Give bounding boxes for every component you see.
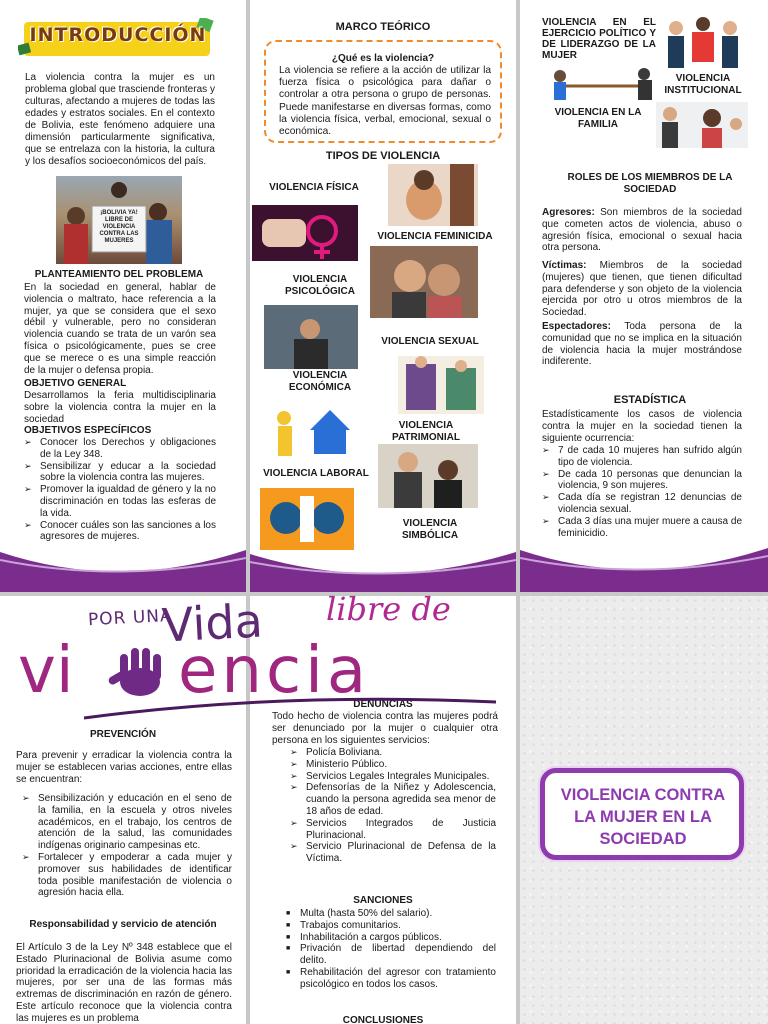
- intro-text: La violencia contra la mujer es un problema global que trasciende fronteras y culturas, afectando a mujeres de todas las edades y estratos sociales. En el contexto de Bolivia, este fenómeno adquiere una dimensión particularmente significativa, que se entrelaza con la historia, la cultura y los desafíos socioeconómicos del país.: [25, 72, 215, 167]
- responsabilidad-title: Responsabilidad y servicio de atención: [29, 919, 217, 930]
- list-item: ■ Rehabilitación del agresor con tratamiento psicológico en todos los casos.: [286, 967, 496, 991]
- label-feminicida: VIOLENCIA FEMINICIDA: [377, 231, 493, 242]
- psicologica-image: [370, 246, 478, 318]
- label-laboral: VIOLENCIA LABORAL: [263, 468, 369, 479]
- sanciones-title: SANCIONES: [353, 895, 413, 906]
- label-psicologica: VIOLENCIA PSICOLÓGICA: [284, 274, 355, 297]
- list-item: ➢ 7 de cada 10 mujeres han sufrido algún tipo de violencia.: [542, 445, 742, 469]
- banner-encia: encia: [178, 634, 371, 708]
- label-familia: VIOLENCIA EN LA FAMILIA: [554, 107, 642, 130]
- prevencion-text: Para prevenir y erradicar la violencia contra la mujer se establecen varias acciones, entre ellas se encuentran:: [16, 750, 232, 785]
- purple-wave-decoration: [520, 532, 768, 592]
- familia-image: [656, 102, 748, 148]
- list-item: ➢ Conocer cuáles son las sanciones a los agresores de mujeres.: [24, 520, 216, 544]
- espectadores-paragraph: [542, 321, 742, 368]
- espectadores-text: Toda persona de la comunidad que no se implica en la situación de violencia hacia la mujer mostrándose indiferente.: [542, 321, 742, 368]
- list-item: ➢ Sensibilizar y educar a la sociedad sobre la violencia contra las mujeres.: [24, 461, 216, 485]
- denuncias-list: [290, 747, 496, 865]
- agresores-label: Agresores:: [542, 207, 595, 218]
- list-item: ➢ Fortalecer y empoderar a cada mujer y promover sus habilidades de identificar toda posible manifestación de violencia o agresión hacia ella.: [22, 852, 232, 899]
- label-fisica: VIOLENCIA FÍSICA: [269, 182, 359, 193]
- introduccion-title: INTRODUCCIÓN: [29, 24, 207, 46]
- sexual-image: [264, 305, 358, 369]
- panel-portada: [520, 596, 768, 1024]
- list-item: ➢ Servicios Integrados de Justicia Plurinacional.: [290, 818, 496, 842]
- list-item: ➢ Ministerio Público.: [290, 759, 496, 771]
- introduccion-banner: [18, 18, 218, 60]
- purple-wave-decoration: [0, 532, 246, 592]
- conclusiones-title: CONCLUSIONES: [342, 1015, 424, 1024]
- label-economica: VIOLENCIA ECONÓMICA: [288, 370, 352, 393]
- roles-title: ROLES DE LOS MIEMBROS DE LA SOCIEDAD: [567, 172, 733, 195]
- tipos-title: TIPOS DE VIOLENCIA: [325, 150, 441, 162]
- denuncias-text: Todo hecho de violencia contra las mujeres podrá ser denunciado por la mujer o cualquier otra persona en los siguientes servicios:: [272, 711, 498, 746]
- list-item: ➢ Servicios Legales Integrales Municipales.: [290, 771, 496, 783]
- espectadores-label: Espectadores:: [542, 321, 611, 332]
- banner-vida: Vida: [160, 593, 264, 653]
- patrimonial-image: [270, 400, 364, 462]
- list-item: ■ Multa (hasta 50% del salario).: [286, 908, 496, 920]
- banner-por-una: POR UNA: [87, 605, 174, 631]
- agresores-text: Son miembros de la sociedad que cometen actos de violencia, abuso o agresión física, emocional o sexual hacia otra persona.: [542, 207, 742, 254]
- libre-de-violencia-banner: [0, 590, 516, 724]
- agresores-paragraph: [542, 207, 742, 254]
- stats-list: [542, 445, 742, 539]
- list-item: ➢ Cada día se registran 12 denuncias de violencia sexual.: [542, 492, 742, 516]
- victimas-text: Miembros de la sociedad (mujeres) que tienen, que tienen dificultad para defenderse y son objeto de la violencia ejercida por otro u otros miembros de la Sociedad.: [542, 260, 742, 319]
- list-item: ➢ Conocer los Derechos y obligaciones de la Ley 348.: [24, 437, 216, 461]
- sanciones-list: [286, 908, 496, 991]
- label-patrimonial: VIOLENCIA PATRIMONIAL: [392, 420, 460, 443]
- general-objective-text: Desarrollamos la feria multidisciplinaria sobre la violencia contra la mujer en la sociedad: [24, 390, 216, 425]
- panel-roles: [520, 0, 768, 592]
- marco-title: MARCO TEÓRICO: [335, 21, 431, 33]
- specific-objectives-title: OBJETIVOS ESPECÍFICOS: [24, 425, 152, 436]
- definition-box: [264, 40, 502, 143]
- feminicide-image: [252, 205, 358, 261]
- politico-image: [660, 14, 746, 70]
- list-item: ➢ Cada 3 días una mujer muere a causa de feminicidio.: [542, 516, 742, 540]
- fisica-image: [388, 164, 478, 226]
- cover-title-box: [540, 768, 744, 860]
- purple-wave-decoration: [250, 532, 516, 592]
- panel-marco-teorico: [250, 0, 516, 592]
- label-politico: VIOLENCIA EN EL EJERCICIO POLÍTICO Y DE LIDERAZGO DE LA MUJER: [542, 17, 656, 61]
- prevencion-title: PREVENCIÓN: [89, 729, 157, 740]
- estadistica-title: ESTADÍSTICA: [613, 394, 687, 406]
- victimas-label: Víctimas:: [542, 260, 587, 271]
- list-item: ➢ Sensibilización y educación en el seno de la familia, en la escuela y otros niveles académicos, en el trabajo, los centros de atención de la salud, las comunidades indígenas originario campesinas etc.: [22, 793, 232, 852]
- problem-text: En la sociedad en general, hablar de violencia o maltrato, hace referencia a la mujer, ya que se considera que el sexo débil y vulnerable, pero no consideran violencia cuando se trata de un varón sea física o psicológicamente, pues se cree que se merece o es una simple reacción de la mujer o defensa propia.: [24, 282, 216, 376]
- protest-photo: [56, 176, 182, 264]
- label-institucional: VIOLENCIA INSTITUCIONAL: [664, 73, 742, 96]
- list-item: ■ Inhabilitación a cargos públicos.: [286, 932, 496, 944]
- label-sexual: VIOLENCIA SEXUAL: [381, 336, 479, 347]
- list-item: ➢ Defensorías de la Niñez y Adolescencia, cuando la persona agredida sea menor de 18 años de edad.: [290, 782, 496, 817]
- list-item: ➢ Servicio Plurinacional de Defensa de la Víctima.: [290, 841, 496, 865]
- problem-title: PLANTEAMIENTO DEL PROBLEMA: [34, 269, 204, 280]
- cover-title: VIOLENCIA CONTRA LA MUJER EN LA SOCIEDAD: [560, 786, 726, 848]
- estadistica-text: Estadísticamente los casos de violencia contra la mujer en la sociedad tienen la siguiente ocurrencia:: [542, 409, 742, 444]
- definition-text: La violencia se refiere a la acción de utilizar la fuerza física o psicológica para dañar o controlar a otra persona o grupo de personas. Puede manifestarse en diversas formas, como la violencia física, verbal, emocional, sexual o económica.: [279, 65, 491, 138]
- responsabilidad-text: El Artículo 3 de la Ley Nº 348 establece que el Estado Plurinacional de Bolivia asume como prioridad la erradicación de la violencia hacia las mujeres, por ser una de las formas más extremas de discriminación en razón de género. Este artículo reconoce que la violencia contra las mujeres es un problema: [16, 942, 232, 1024]
- hand-icon: [104, 644, 176, 700]
- laboral-image: [378, 444, 478, 508]
- protest-sign-text: ¡BOLIVIA YA! LIBRE DE VIOLENCIA CONTRA LAS MUJERES: [99, 210, 139, 244]
- general-objective-title: OBJETIVO GENERAL: [24, 378, 127, 389]
- list-item: ➢ Promover la igualdad de género y la no discriminación en todas las esferas de la vida.: [24, 484, 216, 519]
- banner-vi: vi: [18, 634, 74, 708]
- panel-introduccion: [0, 0, 246, 592]
- institucional-image: [548, 62, 664, 104]
- economica-image: [398, 356, 484, 414]
- banner-underline: [80, 696, 500, 722]
- label-simbolica: VIOLENCIA SIMBÓLICA: [401, 518, 459, 541]
- list-item: ■ Privación de libertad dependiendo del delito.: [286, 943, 496, 967]
- prevencion-list: [22, 793, 232, 899]
- banner-libre-de: libre de: [326, 590, 451, 628]
- list-item: ■ Trabajos comunitarios.: [286, 920, 496, 932]
- denuncias-title: DENUNCIAS: [353, 699, 413, 710]
- specific-objectives-list: [24, 437, 216, 543]
- victimas-paragraph: [542, 260, 742, 319]
- definition-question: ¿Qué es la violencia?: [331, 53, 435, 64]
- list-item: ➢ Policía Boliviana.: [290, 747, 496, 759]
- list-item: ➢ De cada 10 personas que denuncian la violencia, 9 son mujeres.: [542, 469, 742, 493]
